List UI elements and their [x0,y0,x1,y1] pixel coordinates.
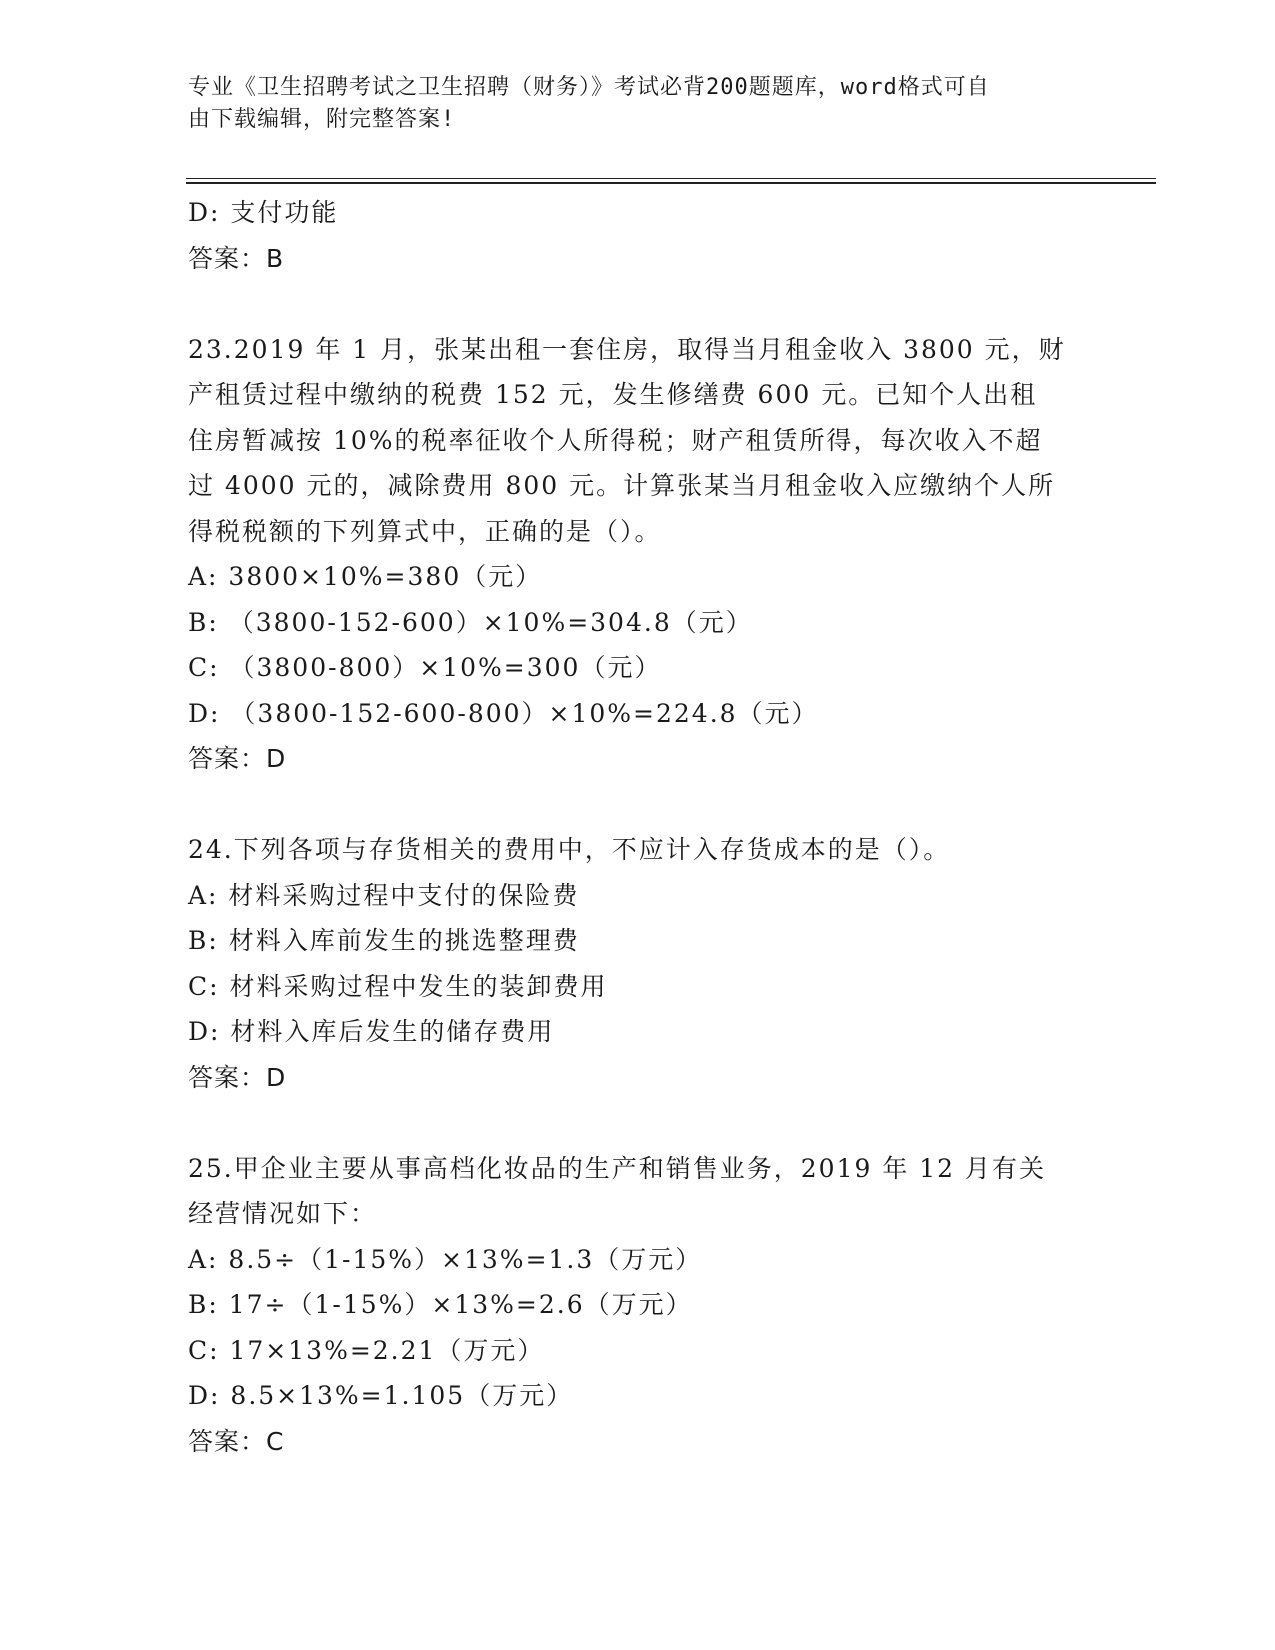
q24-stem-line: 24.下列各项与存货相关的费用中，不应计入存货成本的是（）。 [188,835,951,864]
header-rule-thick [186,182,1156,184]
q23-option-a: A: 3800×10%=380（元） [188,562,543,591]
prev-answer: 答案：B [188,243,285,273]
q24-option-a: A: 材料采购过程中支付的保险费 [188,880,580,910]
q23-option-d: D: （3800-152-600-800）×10%=224.8（元） [188,698,819,728]
prev-option-d: D: 支付功能 [188,198,339,227]
q23-stem-line: 23.2019 年 1 月，张某出租一套住房，取得当月租金收入 3800 元，财 [188,334,1066,364]
q25-option-b: B: 17÷（1-15%）×13%=2.6（万元） [188,1290,693,1319]
spacer [188,782,1088,828]
header-line-2: 由下载编辑，附完整答案! [188,107,456,132]
q23-stem-line: 住房暂减按 10%的税率征收个人所得税；财产租赁所得，每次收入不超 [188,425,1043,455]
question-list [188,190,1088,1464]
question-25 [188,1146,1088,1465]
header-line-1: 专业《卫生招聘考试之卫生招聘（财务）》考试必背200题题库，word格式可自 [188,75,990,100]
q25-option-a: A: 8.5÷（1-15%）×13%=1.3（万元） [188,1244,703,1274]
q24-option-d: D: 材料入库后发生的储存费用 [188,1017,555,1046]
document-header [188,72,1068,136]
spacer [188,1100,1088,1146]
header-rule-thin [186,178,1156,179]
q25-stem-line: 经营情况如下： [188,1199,378,1228]
q23-option-b: B: （3800-152-600）×10%=304.8（元） [188,607,753,637]
q24-option-b: B: 材料入库前发生的挑选整理费 [188,926,580,955]
q25-option-c: C: 17×13%=2.21（万元） [188,1335,545,1365]
q23-answer: 答案：D [188,744,287,773]
q24-option-c: C: 材料采购过程中发生的装卸费用 [188,971,608,1001]
spacer [188,281,1088,327]
q23-option-c: C: （3800-800）×10%=300（元） [188,653,662,682]
q23-stem-line: 产租赁过程中缴纳的税费 152 元，发生修缮费 600 元。已知个人出租 [188,380,1038,409]
question-23 [188,327,1088,782]
q23-stem-line: 过 4000 元的，减除费用 800 元。计算张某当月租金收入应缴纳个人所 [188,471,1056,500]
q24-answer: 答案：D [188,1062,287,1092]
q23-stem-line: 得税税额的下列算式中，正确的是（）。 [188,516,662,546]
q25-option-d: D: 8.5×13%=1.105（万元） [188,1381,574,1410]
question-24 [188,827,1088,1100]
q25-answer: 答案：C [188,1426,285,1456]
q25-stem-line: 25.甲企业主要从事高档化妆品的生产和销售业务，2019 年 12 月有关 [188,1153,1047,1183]
